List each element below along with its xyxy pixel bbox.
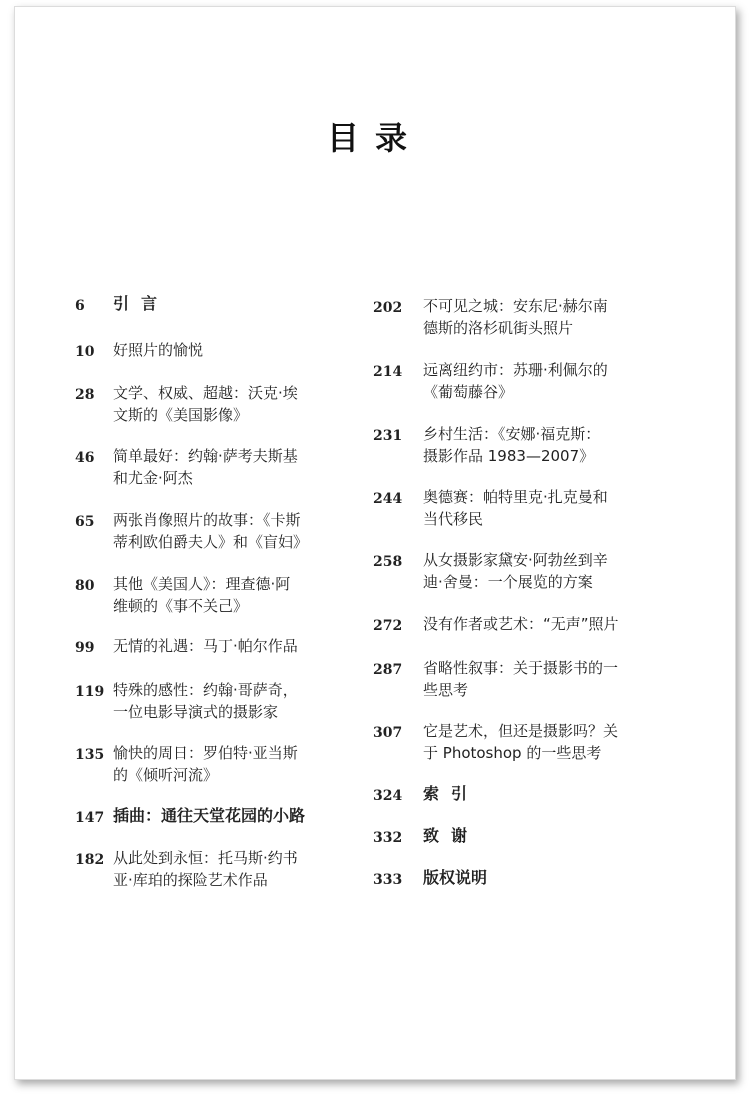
toc-entry	[373, 825, 663, 849]
toc-entry	[75, 573, 353, 617]
entry-title: 不可见之城：安东尼·赫尔南 德斯的洛杉矶街头照片	[423, 297, 608, 337]
toc-entry	[373, 867, 663, 891]
entry-title: 从此处到永恒：托马斯·约书 亚·库珀的探险艺术作品	[113, 849, 298, 889]
page-number: 332	[373, 830, 403, 846]
page-number: 147	[75, 810, 105, 826]
entry-title: 奥德赛：帕特里克·扎克曼和 当代移民	[423, 488, 608, 528]
toc-entry	[373, 359, 663, 403]
toc-entry	[373, 295, 663, 339]
entry-title: 版权说明	[423, 868, 488, 887]
toc-entry	[373, 486, 663, 530]
page-number: 182	[75, 852, 105, 868]
page-number: 324	[373, 788, 403, 804]
toc-entry	[75, 509, 353, 553]
toc-entry	[75, 805, 353, 829]
page-number: 65	[75, 514, 95, 530]
page-number: 214	[373, 364, 403, 380]
page-number: 135	[75, 747, 105, 763]
page-number: 99	[75, 640, 95, 656]
toc-entry	[373, 657, 663, 701]
page-number: 80	[75, 578, 95, 594]
toc-entry	[75, 293, 353, 317]
toc-entry	[75, 382, 353, 426]
entry-title: 特殊的感性：约翰·哥萨奇， 一位电影导演式的摄影家	[113, 681, 298, 721]
page-number: 119	[75, 684, 105, 700]
entry-title: 索引	[423, 784, 480, 803]
toc-entry	[75, 339, 353, 363]
page-number: 202	[373, 300, 403, 316]
page-number: 333	[373, 872, 403, 888]
entry-title: 它是艺术，但还是摄影吗？关 于 Photoshop 的一些思考	[423, 722, 619, 762]
entry-title: 远离纽约市：苏珊·利佩尔的 《葡萄藤谷》	[423, 361, 608, 401]
entry-title: 引言	[113, 294, 170, 313]
entry-title: 两张肖像照片的故事：《卡斯 蒂利欧伯爵夫人》和《盲妇》	[113, 511, 309, 551]
entry-title: 愉快的周日：罗伯特·亚当斯 的《倾听河流》	[113, 744, 298, 784]
page-number: 46	[75, 450, 95, 466]
toc-entry	[75, 635, 353, 659]
page-number: 244	[373, 491, 403, 507]
entry-title: 致谢	[423, 826, 480, 845]
page-number: 10	[75, 344, 95, 360]
page-number: 307	[373, 725, 403, 741]
toc-entry	[373, 549, 663, 593]
entry-title: 文学、权威、超越：沃克·埃 文斯的《美国影像》	[113, 384, 298, 424]
entry-title: 没有作者或艺术：“无声”照片	[423, 615, 619, 633]
entry-title: 省略性叙事：关于摄影书的一 些思考	[423, 659, 619, 699]
toc-entry	[373, 613, 663, 637]
page-number: 272	[373, 618, 403, 634]
toc-entry	[373, 720, 663, 764]
entry-title: 从女摄影家黛安·阿勃丝到辛 迪·舍曼：一个展览的方案	[423, 551, 608, 591]
book-page	[14, 6, 736, 1080]
toc-entry	[75, 445, 353, 489]
page-number: 287	[373, 662, 403, 678]
toc-entry	[75, 679, 353, 723]
entry-title: 无情的礼遇：马丁·帕尔作品	[113, 637, 298, 655]
page-number: 6	[75, 298, 85, 314]
entry-title: 插曲：通往天堂花园的小路	[113, 806, 306, 825]
page-number: 231	[373, 428, 403, 444]
toc-entry	[75, 742, 353, 786]
toc-entry	[373, 423, 663, 467]
entry-title: 其他《美国人》：理查德·阿 维顿的《事不关己》	[113, 575, 291, 615]
page-title: 目录	[326, 119, 423, 157]
toc-entry	[373, 783, 663, 807]
entry-title: 乡村生活：《安娜·福克斯： 摄影作品 1983—2007》	[423, 425, 601, 465]
entry-title: 好照片的愉悦	[113, 341, 204, 359]
page-number: 258	[373, 554, 403, 570]
toc-entry	[75, 847, 353, 891]
entry-title: 简单最好：约翰·萨考夫斯基 和尤金·阿杰	[113, 447, 298, 487]
page-number: 28	[75, 387, 95, 403]
